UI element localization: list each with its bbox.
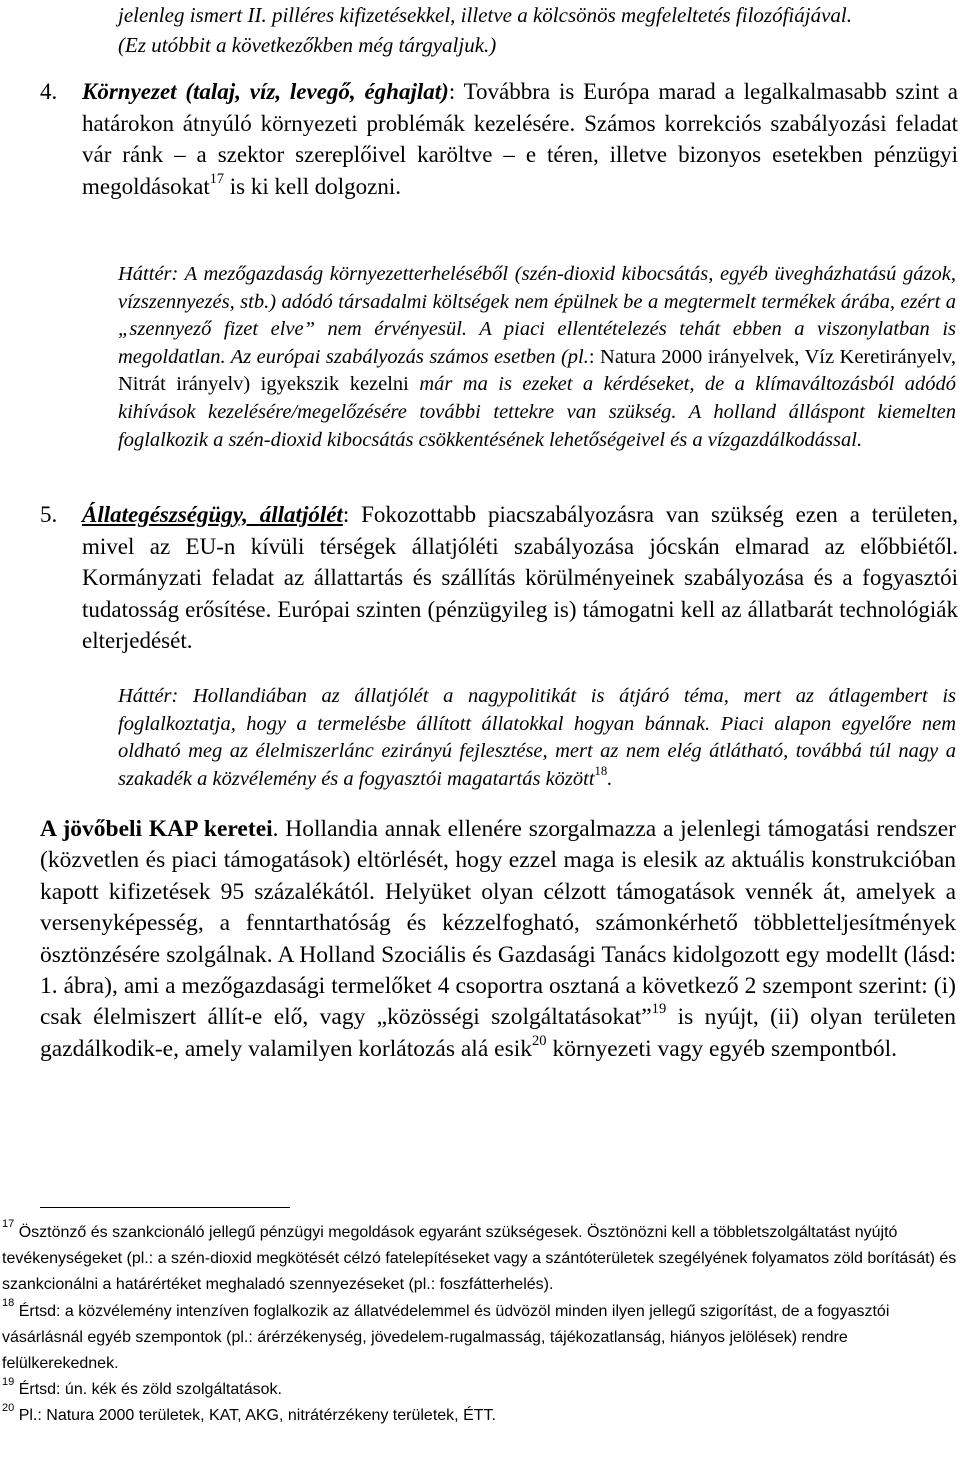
item-4-background: [118, 261, 956, 454]
item-4-background-rest: már ma is ezeket a kérdéseket, de a klímaváltozásból adódó kihívások kezelésére/megelőzésére további tettekre van szükség. A holland álláspont kiemelten foglalkozik a szén-dioxid kibocsátás csökkentésének lehetőségeivel és a vízgazdálkodással.: [118, 373, 956, 451]
item-5-title: Állategészségügy, állatjólét: [82, 502, 343, 527]
footnote-ref-18[interactable]: 18: [594, 764, 608, 779]
footnote-number: 18: [2, 1296, 15, 1309]
footnote-text: Ösztönző és szankcionáló jellegű pénzügyi megoldások egyaránt szükségesek. Ösztönözni kell a többletszolgáltatást nyújtó tevékenységeket (pl.: a szén-dioxid megkötését célzó fatelepítéseket vagy a szántóterületek szegélyének folyamatos zöld borítását) és szankcionálni a határértéket meghaladó szennyezéseket (pl.: foszfátterhelés).: [2, 1224, 957, 1294]
item-5-background: [118, 683, 956, 793]
item-4-background-upright: : Natura 2000 irányelvek, Víz Keretirányelv, Nitrát irányelv) igyekszik kezelni: [118, 345, 956, 396]
item-4-paragraph: [40, 76, 958, 202]
footnote-17: [2, 1220, 957, 1299]
footnote-18: [2, 1296, 957, 1378]
intro-line-2: (Ez utóbbit a következőkben még tárgyaljuk.): [118, 33, 497, 57]
item-4-background-italic: Háttér: A mezőgazdaság környezetterheléséből (szén-dioxid kibocsátás, egyéb üvegházhatású gázok, vízszennyezés, stb.) adódó társadalmi költségek nem épülnek be a megtermelt termékek árába, ezért a „szennyező fizet elve” nem érvényesül. A piaci ellentételezés tehát ebben a viszonylatban is megoldatlan. Az európai szabályozás számos esetben (pl.: [118, 263, 956, 368]
footnote-number: 19: [2, 1375, 15, 1388]
kap-paragraph: [40, 814, 956, 1065]
footnote-number: 20: [2, 1401, 15, 1414]
intro-paragraph: [118, 0, 956, 60]
item-5-paragraph: [40, 499, 958, 657]
footnote-text: Értsd: a közvélemény intenzíven foglalkozik az állatvédelemmel és üdvözöl minden ilyen jellegű szigorítást, de a fogyasztói vásárlásnál egyéb szempontok (pl.: árérzékenység, jövedelem-rugalmasság, tájékozatlanság, hiányos jelölések) rendre felülkerekednek.: [2, 1302, 890, 1373]
footnote-20: [2, 1403, 957, 1429]
footnote-19: [2, 1377, 957, 1403]
kap-text-b: is nyújt, (ii) olyan területen gazdálkodik-e, amely valamilyen korlátozás alá esik: [40, 1004, 956, 1062]
footnote-ref-20[interactable]: 20: [532, 1032, 547, 1049]
footnote-ref-19[interactable]: 19: [651, 1001, 667, 1018]
kap-text-a: . Hollandia annak ellenére szorgalmazza a jelenlegi támogatási rendszer (közvetlen és piaci támogatások) eltörlését, hogy ezzel maga is elesik az aktuális konstrukcióban kapott kifizetések 95 százalékától. Helyüket olyan célzott támogatások vennék át, amelyek a versenyképesség, a fenntarthatóság és kézzelfogható, számonkérhető többletteljesítmények ösztönzésére szolgálnak. A Holland Szociális és Gazdasági Tanács kidolgozott egy modellt (lásd: 1. ábra), ami a mezőgazdasági termelőket 4 csoportra osztaná a következő 2 szempont szerint: (i) csak élelmiszert állít-e elő, vagy „közösségi szolgáltatásokat”: [40, 816, 956, 1031]
item-4-text-b: is ki kell dolgozni.: [224, 173, 401, 199]
item-5-background-text: Háttér: Hollandiában az állatjólét a nagypolitikát is átjáró téma, mert az átlagembert is foglalkoztatja, hogy a termelésbe állított állatokkal hogyan bánnak. Piaci alapon egyelőre nem oldható meg az élelmiszerlánc ezirányú fejlesztése, mert az nem elég átlátható, továbbá túl nagy a szakadék a közvélemény és a fogyasztói magatartás között: [118, 685, 956, 790]
item-4-number: 4.: [40, 79, 58, 104]
footnote-text: Értsd: ún. kék és zöld szolgáltatások.: [14, 1381, 282, 1399]
footnote-ref-17[interactable]: 17: [209, 170, 224, 187]
item-4-title: Környezet (talaj, víz, levegő, éghajlat): [82, 79, 449, 104]
intro-line-1: jelenleg ismert II. pilléres kifizetésekkel, illetve a kölcsönös megfeleltetés filozófiájával.: [118, 3, 852, 27]
item-4-text-a: : Továbbra is Európa marad a legalkalmasabb szint a határokon átnyúló környezeti problémák kezelésére. Számos korrekciós szabályozási feladat vár ránk – a szektor szereplőivel karöltve – e téren, illetve bizonyos esetekben pénzügyi megoldásokat: [82, 79, 958, 199]
footnote-number: 17: [2, 1218, 15, 1231]
kap-title: A jövőbeli KAP keretei: [40, 816, 273, 842]
item-5-number: 5.: [40, 502, 58, 527]
item-5-background-end: .: [607, 767, 613, 790]
kap-text-c: környezeti vagy egyéb szempontból.: [546, 1035, 897, 1062]
item-5-text: : Fokozottabb piacszabályozásra van szükség ezen a területen, mivel az EU-n kívüli térségek állatjóléti szabályozása jócskán elmarad az előbbiétől. Kormányzati feladat az állattartás és szállítás körülményeinek szabályozása és a fogyasztói tudatosság erősítése. Európai szinten (pénzügyileg is) támogatni kell az állatbarát technológiák elterjedését.: [82, 502, 958, 653]
footnote-divider: [40, 1207, 290, 1208]
footnotes: [2, 1220, 957, 1430]
footnote-text: Pl.: Natura 2000 területek, KAT, AKG, nitrátérzékeny területek, ÉTT.: [14, 1407, 496, 1425]
